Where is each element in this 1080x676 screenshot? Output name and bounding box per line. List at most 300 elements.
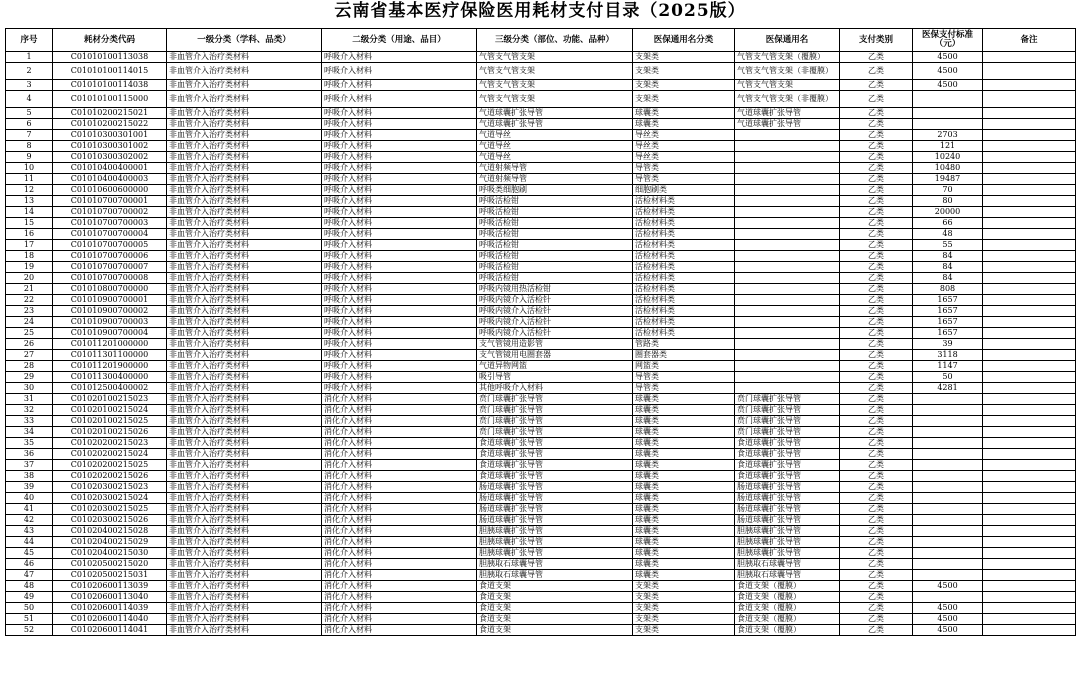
cell-generic-name (735, 284, 840, 295)
cell-code: C01020100215023 (53, 394, 167, 405)
cell-payment-standard (913, 482, 983, 493)
cell-generic-name (735, 383, 840, 394)
cell-level2: 消化介入材料 (322, 394, 477, 405)
cell-level1: 非血管介入治疗类材料 (167, 229, 322, 240)
cell-generic-name: 气管支气管支架 (735, 80, 840, 91)
cell-level1: 非血管介入治疗类材料 (167, 416, 322, 427)
cell-level2: 消化介入材料 (322, 570, 477, 581)
table-row (6, 207, 1076, 218)
header-payment-type: 支付类别 (840, 29, 913, 52)
cell-level2: 呼吸介入材料 (322, 185, 477, 196)
table-row (6, 229, 1076, 240)
cell-payment-standard: 10240 (913, 152, 983, 163)
cell-generic-name (735, 251, 840, 262)
table-row (6, 119, 1076, 130)
cell-level3: 呼吸活检钳 (477, 207, 633, 218)
cell-generic-name (735, 317, 840, 328)
cell-payment-standard (913, 570, 983, 581)
cell-generic-category: 导管类 (633, 383, 735, 394)
cell-generic-name: 肠道球囊扩张导管 (735, 504, 840, 515)
table-row (6, 416, 1076, 427)
cell-payment-type: 乙类 (840, 306, 913, 317)
cell-generic-category: 圈套器类 (633, 350, 735, 361)
cell-remarks (983, 52, 1076, 63)
cell-index: 44 (6, 537, 53, 548)
cell-remarks (983, 460, 1076, 471)
cell-code: C01010100114015 (53, 63, 167, 80)
cell-level1: 非血管介入治疗类材料 (167, 207, 322, 218)
cell-level1: 非血管介入治疗类材料 (167, 80, 322, 91)
cell-code: C01010900700002 (53, 306, 167, 317)
table-row (6, 350, 1076, 361)
cell-code: C01010700700008 (53, 273, 167, 284)
cell-payment-type: 乙类 (840, 229, 913, 240)
cell-remarks (983, 91, 1076, 108)
cell-remarks (983, 240, 1076, 251)
cell-remarks (983, 229, 1076, 240)
cell-code: C01010700700001 (53, 196, 167, 207)
cell-level3: 胆胰球囊扩张导管 (477, 548, 633, 559)
cell-level1: 非血管介入治疗类材料 (167, 559, 322, 570)
cell-payment-type: 乙类 (840, 438, 913, 449)
cell-level3: 气管支气管支架 (477, 91, 633, 108)
cell-level1: 非血管介入治疗类材料 (167, 350, 322, 361)
cell-level3: 呼吸活检钳 (477, 262, 633, 273)
cell-code: C01020100215025 (53, 416, 167, 427)
cell-level2: 消化介入材料 (322, 427, 477, 438)
cell-remarks (983, 262, 1076, 273)
cell-remarks (983, 119, 1076, 130)
cell-level1: 非血管介入治疗类材料 (167, 306, 322, 317)
cell-level2: 呼吸介入材料 (322, 108, 477, 119)
cell-index: 38 (6, 471, 53, 482)
cell-generic-name (735, 339, 840, 350)
cell-payment-standard: 39 (913, 339, 983, 350)
cell-payment-standard: 4500 (913, 52, 983, 63)
cell-level2: 呼吸介入材料 (322, 361, 477, 372)
cell-level1: 非血管介入治疗类材料 (167, 174, 322, 185)
cell-index: 43 (6, 526, 53, 537)
cell-remarks (983, 526, 1076, 537)
cell-generic-category: 活检材料类 (633, 262, 735, 273)
cell-payment-standard: 1147 (913, 361, 983, 372)
table-row (6, 625, 1076, 636)
cell-level1: 非血管介入治疗类材料 (167, 493, 322, 504)
cell-level3: 气道射频导管 (477, 163, 633, 174)
cell-level1: 非血管介入治疗类材料 (167, 63, 322, 80)
cell-generic-category: 活检材料类 (633, 284, 735, 295)
cell-payment-type: 乙类 (840, 152, 913, 163)
cell-generic-name: 胆胰球囊扩张导管 (735, 548, 840, 559)
cell-level1: 非血管介入治疗类材料 (167, 394, 322, 405)
header-payment-standard: 医保支付标准（元） (913, 29, 983, 52)
cell-code: C01020300215024 (53, 493, 167, 504)
cell-code: C01010100114038 (53, 80, 167, 91)
cell-index: 13 (6, 196, 53, 207)
cell-remarks (983, 163, 1076, 174)
cell-level3: 肠道球囊扩张导管 (477, 515, 633, 526)
cell-generic-category: 活检材料类 (633, 251, 735, 262)
cell-level1: 非血管介入治疗类材料 (167, 405, 322, 416)
cell-remarks (983, 295, 1076, 306)
cell-level3: 食道球囊扩张导管 (477, 438, 633, 449)
cell-level1: 非血管介入治疗类材料 (167, 603, 322, 614)
cell-level3: 食道支架 (477, 625, 633, 636)
cell-payment-type: 乙类 (840, 559, 913, 570)
cell-payment-standard: 48 (913, 229, 983, 240)
cell-level3: 呼吸活检钳 (477, 240, 633, 251)
cell-index: 7 (6, 130, 53, 141)
cell-generic-name: 胆胰球囊扩张导管 (735, 526, 840, 537)
cell-generic-category: 球囊类 (633, 570, 735, 581)
cell-remarks (983, 592, 1076, 603)
cell-payment-standard (913, 548, 983, 559)
cell-remarks (983, 559, 1076, 570)
cell-remarks (983, 251, 1076, 262)
cell-generic-category: 活检材料类 (633, 240, 735, 251)
cell-generic-category: 细胞刷类 (633, 185, 735, 196)
cell-generic-name: 气道球囊扩张导管 (735, 119, 840, 130)
cell-index: 49 (6, 592, 53, 603)
cell-payment-standard: 2703 (913, 130, 983, 141)
cell-index: 17 (6, 240, 53, 251)
cell-level3: 胆胰取石球囊导管 (477, 559, 633, 570)
table-row (6, 372, 1076, 383)
header-level1: 一级分类（学科、品类） (167, 29, 322, 52)
cell-payment-standard: 70 (913, 185, 983, 196)
cell-level1: 非血管介入治疗类材料 (167, 119, 322, 130)
cell-index: 19 (6, 262, 53, 273)
cell-payment-type: 乙类 (840, 361, 913, 372)
table-row (6, 91, 1076, 108)
cell-generic-name: 贲门球囊扩张导管 (735, 394, 840, 405)
cell-payment-standard: 4281 (913, 383, 983, 394)
cell-generic-category: 球囊类 (633, 405, 735, 416)
cell-remarks (983, 273, 1076, 284)
cell-payment-standard (913, 405, 983, 416)
cell-level1: 非血管介入治疗类材料 (167, 196, 322, 207)
cell-level1: 非血管介入治疗类材料 (167, 614, 322, 625)
cell-generic-name: 食道球囊扩张导管 (735, 438, 840, 449)
table-row (6, 80, 1076, 91)
cell-remarks (983, 504, 1076, 515)
cell-generic-category: 球囊类 (633, 427, 735, 438)
cell-generic-name (735, 328, 840, 339)
cell-index: 16 (6, 229, 53, 240)
cell-remarks (983, 625, 1076, 636)
cell-level3: 食道球囊扩张导管 (477, 471, 633, 482)
cell-generic-category: 导丝类 (633, 130, 735, 141)
cell-level3: 肠道球囊扩张导管 (477, 504, 633, 515)
cell-level3: 气管支气管支架 (477, 63, 633, 80)
cell-payment-standard: 66 (913, 218, 983, 229)
cell-generic-category: 活检材料类 (633, 306, 735, 317)
cell-code: C01020400215030 (53, 548, 167, 559)
cell-payment-standard (913, 592, 983, 603)
cell-remarks (983, 361, 1076, 372)
cell-level1: 非血管介入治疗类材料 (167, 218, 322, 229)
cell-generic-name: 气管支气管支架（非覆膜） (735, 63, 840, 80)
cell-index: 36 (6, 449, 53, 460)
cell-level3: 支气管镜用电圈套器 (477, 350, 633, 361)
cell-index: 39 (6, 482, 53, 493)
cell-remarks (983, 471, 1076, 482)
header-code: 耗材分类代码 (53, 29, 167, 52)
cell-level1: 非血管介入治疗类材料 (167, 284, 322, 295)
cell-generic-category: 球囊类 (633, 471, 735, 482)
cell-level3: 食道支架 (477, 581, 633, 592)
table-row (6, 592, 1076, 603)
cell-generic-category: 导管类 (633, 372, 735, 383)
cell-level3: 贲门球囊扩张导管 (477, 416, 633, 427)
cell-level2: 消化介入材料 (322, 471, 477, 482)
cell-payment-type: 乙类 (840, 328, 913, 339)
cell-payment-standard (913, 416, 983, 427)
cell-payment-type: 乙类 (840, 240, 913, 251)
cell-level2: 消化介入材料 (322, 438, 477, 449)
cell-payment-type: 乙类 (840, 449, 913, 460)
cell-payment-type: 乙类 (840, 119, 913, 130)
cell-index: 23 (6, 306, 53, 317)
table-row (6, 515, 1076, 526)
cell-generic-category: 导管类 (633, 174, 735, 185)
table-row (6, 493, 1076, 504)
cell-remarks (983, 449, 1076, 460)
cell-code: C01020100215024 (53, 405, 167, 416)
cell-remarks (983, 581, 1076, 592)
header-level2: 二级分类（用途、品目） (322, 29, 477, 52)
cell-index: 15 (6, 218, 53, 229)
cell-level2: 消化介入材料 (322, 460, 477, 471)
cell-level1: 非血管介入治疗类材料 (167, 548, 322, 559)
cell-level1: 非血管介入治疗类材料 (167, 108, 322, 119)
cell-level1: 非血管介入治疗类材料 (167, 185, 322, 196)
cell-level2: 呼吸介入材料 (322, 339, 477, 350)
cell-payment-type: 乙类 (840, 526, 913, 537)
cell-payment-standard: 1657 (913, 295, 983, 306)
table-row (6, 328, 1076, 339)
cell-code: C01011201900000 (53, 361, 167, 372)
cell-level1: 非血管介入治疗类材料 (167, 328, 322, 339)
cell-index: 22 (6, 295, 53, 306)
page-title: 云南省基本医疗保险医用耗材支付目录（2025版） (334, 1, 746, 21)
cell-generic-name: 气管支气管支架（非覆膜） (735, 91, 840, 108)
cell-payment-type: 乙类 (840, 251, 913, 262)
cell-payment-standard: 1657 (913, 328, 983, 339)
table-row (6, 63, 1076, 80)
cell-generic-name (735, 218, 840, 229)
cell-level3: 食道支架 (477, 603, 633, 614)
cell-remarks (983, 130, 1076, 141)
cell-index: 31 (6, 394, 53, 405)
cell-code: C01020200215024 (53, 449, 167, 460)
cell-level2: 呼吸介入材料 (322, 306, 477, 317)
cell-payment-type: 乙类 (840, 207, 913, 218)
header-remarks: 备注 (983, 29, 1076, 52)
cell-payment-standard: 808 (913, 284, 983, 295)
cell-level2: 呼吸介入材料 (322, 119, 477, 130)
cell-generic-category: 导管类 (633, 163, 735, 174)
cell-payment-standard (913, 526, 983, 537)
cell-code: C01020100215026 (53, 427, 167, 438)
cell-generic-name (735, 207, 840, 218)
cell-level2: 呼吸介入材料 (322, 52, 477, 63)
cell-code: C01020200215023 (53, 438, 167, 449)
table-row (6, 174, 1076, 185)
cell-payment-type: 乙类 (840, 581, 913, 592)
cell-payment-standard: 55 (913, 240, 983, 251)
cell-remarks (983, 80, 1076, 91)
cell-level1: 非血管介入治疗类材料 (167, 581, 322, 592)
cell-level2: 消化介入材料 (322, 482, 477, 493)
cell-level2: 呼吸介入材料 (322, 317, 477, 328)
cell-code: C01010700700002 (53, 207, 167, 218)
table-row (6, 295, 1076, 306)
cell-payment-standard: 80 (913, 196, 983, 207)
cell-level1: 非血管介入治疗类材料 (167, 130, 322, 141)
cell-generic-category: 活检材料类 (633, 273, 735, 284)
cell-remarks (983, 427, 1076, 438)
cell-remarks (983, 328, 1076, 339)
cell-generic-category: 活检材料类 (633, 196, 735, 207)
cell-code: C01020600114041 (53, 625, 167, 636)
cell-generic-name: 食道支架（覆膜） (735, 614, 840, 625)
table-row (6, 196, 1076, 207)
cell-generic-category: 球囊类 (633, 108, 735, 119)
cell-level1: 非血管介入治疗类材料 (167, 438, 322, 449)
cell-level1: 非血管介入治疗类材料 (167, 625, 322, 636)
cell-remarks (983, 383, 1076, 394)
cell-code: C01020200215026 (53, 471, 167, 482)
cell-payment-standard: 4500 (913, 625, 983, 636)
cell-code: C01010700700006 (53, 251, 167, 262)
cell-remarks (983, 515, 1076, 526)
table-row (6, 108, 1076, 119)
catalog-table (5, 28, 1076, 636)
cell-level1: 非血管介入治疗类材料 (167, 240, 322, 251)
cell-generic-category: 支架类 (633, 581, 735, 592)
cell-payment-type: 乙类 (840, 515, 913, 526)
cell-remarks (983, 207, 1076, 218)
cell-generic-name (735, 372, 840, 383)
cell-level2: 呼吸介入材料 (322, 207, 477, 218)
cell-generic-name (735, 163, 840, 174)
cell-payment-standard: 1657 (913, 317, 983, 328)
cell-remarks (983, 306, 1076, 317)
cell-code: C01012500400002 (53, 383, 167, 394)
cell-generic-name: 食道支架（覆膜） (735, 625, 840, 636)
table-row (6, 141, 1076, 152)
table-row (6, 240, 1076, 251)
cell-code: C01020200215025 (53, 460, 167, 471)
cell-code: C01020300215026 (53, 515, 167, 526)
cell-code: C01020600114039 (53, 603, 167, 614)
cell-index: 52 (6, 625, 53, 636)
cell-generic-category: 球囊类 (633, 548, 735, 559)
cell-remarks (983, 372, 1076, 383)
cell-generic-name: 食道支架（覆膜） (735, 603, 840, 614)
cell-level2: 呼吸介入材料 (322, 63, 477, 80)
cell-level3: 呼吸内镜介入活检针 (477, 317, 633, 328)
cell-index: 40 (6, 493, 53, 504)
cell-payment-type: 乙类 (840, 218, 913, 229)
cell-generic-category: 活检材料类 (633, 317, 735, 328)
cell-payment-type: 乙类 (840, 63, 913, 80)
cell-index: 14 (6, 207, 53, 218)
cell-generic-category: 球囊类 (633, 460, 735, 471)
cell-generic-category: 网篮类 (633, 361, 735, 372)
cell-code: C01020400215028 (53, 526, 167, 537)
cell-payment-type: 乙类 (840, 80, 913, 91)
cell-payment-type: 乙类 (840, 141, 913, 152)
cell-index: 28 (6, 361, 53, 372)
table-row (6, 163, 1076, 174)
cell-payment-standard (913, 460, 983, 471)
cell-payment-standard: 84 (913, 262, 983, 273)
cell-index: 9 (6, 152, 53, 163)
cell-index: 37 (6, 460, 53, 471)
cell-level3: 贲门球囊扩张导管 (477, 405, 633, 416)
cell-payment-standard: 4500 (913, 614, 983, 625)
cell-payment-type: 乙类 (840, 295, 913, 306)
cell-level3: 胆胰取石球囊导管 (477, 570, 633, 581)
cell-remarks (983, 284, 1076, 295)
cell-generic-category: 活检材料类 (633, 207, 735, 218)
cell-level3: 呼吸活检钳 (477, 229, 633, 240)
cell-generic-category: 支架类 (633, 91, 735, 108)
cell-remarks (983, 141, 1076, 152)
cell-index: 51 (6, 614, 53, 625)
cell-remarks (983, 394, 1076, 405)
table-row (6, 581, 1076, 592)
cell-level2: 呼吸介入材料 (322, 196, 477, 207)
cell-generic-category: 活检材料类 (633, 229, 735, 240)
table-row (6, 537, 1076, 548)
cell-level2: 呼吸介入材料 (322, 262, 477, 273)
cell-payment-type: 乙类 (840, 91, 913, 108)
cell-level1: 非血管介入治疗类材料 (167, 361, 322, 372)
cell-level1: 非血管介入治疗类材料 (167, 383, 322, 394)
cell-payment-type: 乙类 (840, 52, 913, 63)
header-generic-category: 医保通用名分类 (633, 29, 735, 52)
cell-level1: 非血管介入治疗类材料 (167, 515, 322, 526)
cell-level2: 呼吸介入材料 (322, 350, 477, 361)
cell-code: C01010700700005 (53, 240, 167, 251)
cell-level3: 食道支架 (477, 614, 633, 625)
cell-payment-type: 乙类 (840, 493, 913, 504)
cell-index: 33 (6, 416, 53, 427)
cell-generic-name (735, 361, 840, 372)
table-row (6, 603, 1076, 614)
cell-index: 45 (6, 548, 53, 559)
cell-payment-standard (913, 515, 983, 526)
cell-level2: 消化介入材料 (322, 416, 477, 427)
cell-generic-name: 肠道球囊扩张导管 (735, 482, 840, 493)
cell-payment-standard: 121 (913, 141, 983, 152)
table-row (6, 482, 1076, 493)
table-row (6, 449, 1076, 460)
cell-level3: 呼吸内镜介入活检针 (477, 306, 633, 317)
cell-index: 41 (6, 504, 53, 515)
cell-remarks (983, 570, 1076, 581)
cell-payment-type: 乙类 (840, 471, 913, 482)
cell-level1: 非血管介入治疗类材料 (167, 152, 322, 163)
cell-level3: 肠道球囊扩张导管 (477, 493, 633, 504)
cell-level1: 非血管介入治疗类材料 (167, 91, 322, 108)
cell-level2: 消化介入材料 (322, 592, 477, 603)
cell-payment-type: 乙类 (840, 317, 913, 328)
cell-code: C01010700700003 (53, 218, 167, 229)
